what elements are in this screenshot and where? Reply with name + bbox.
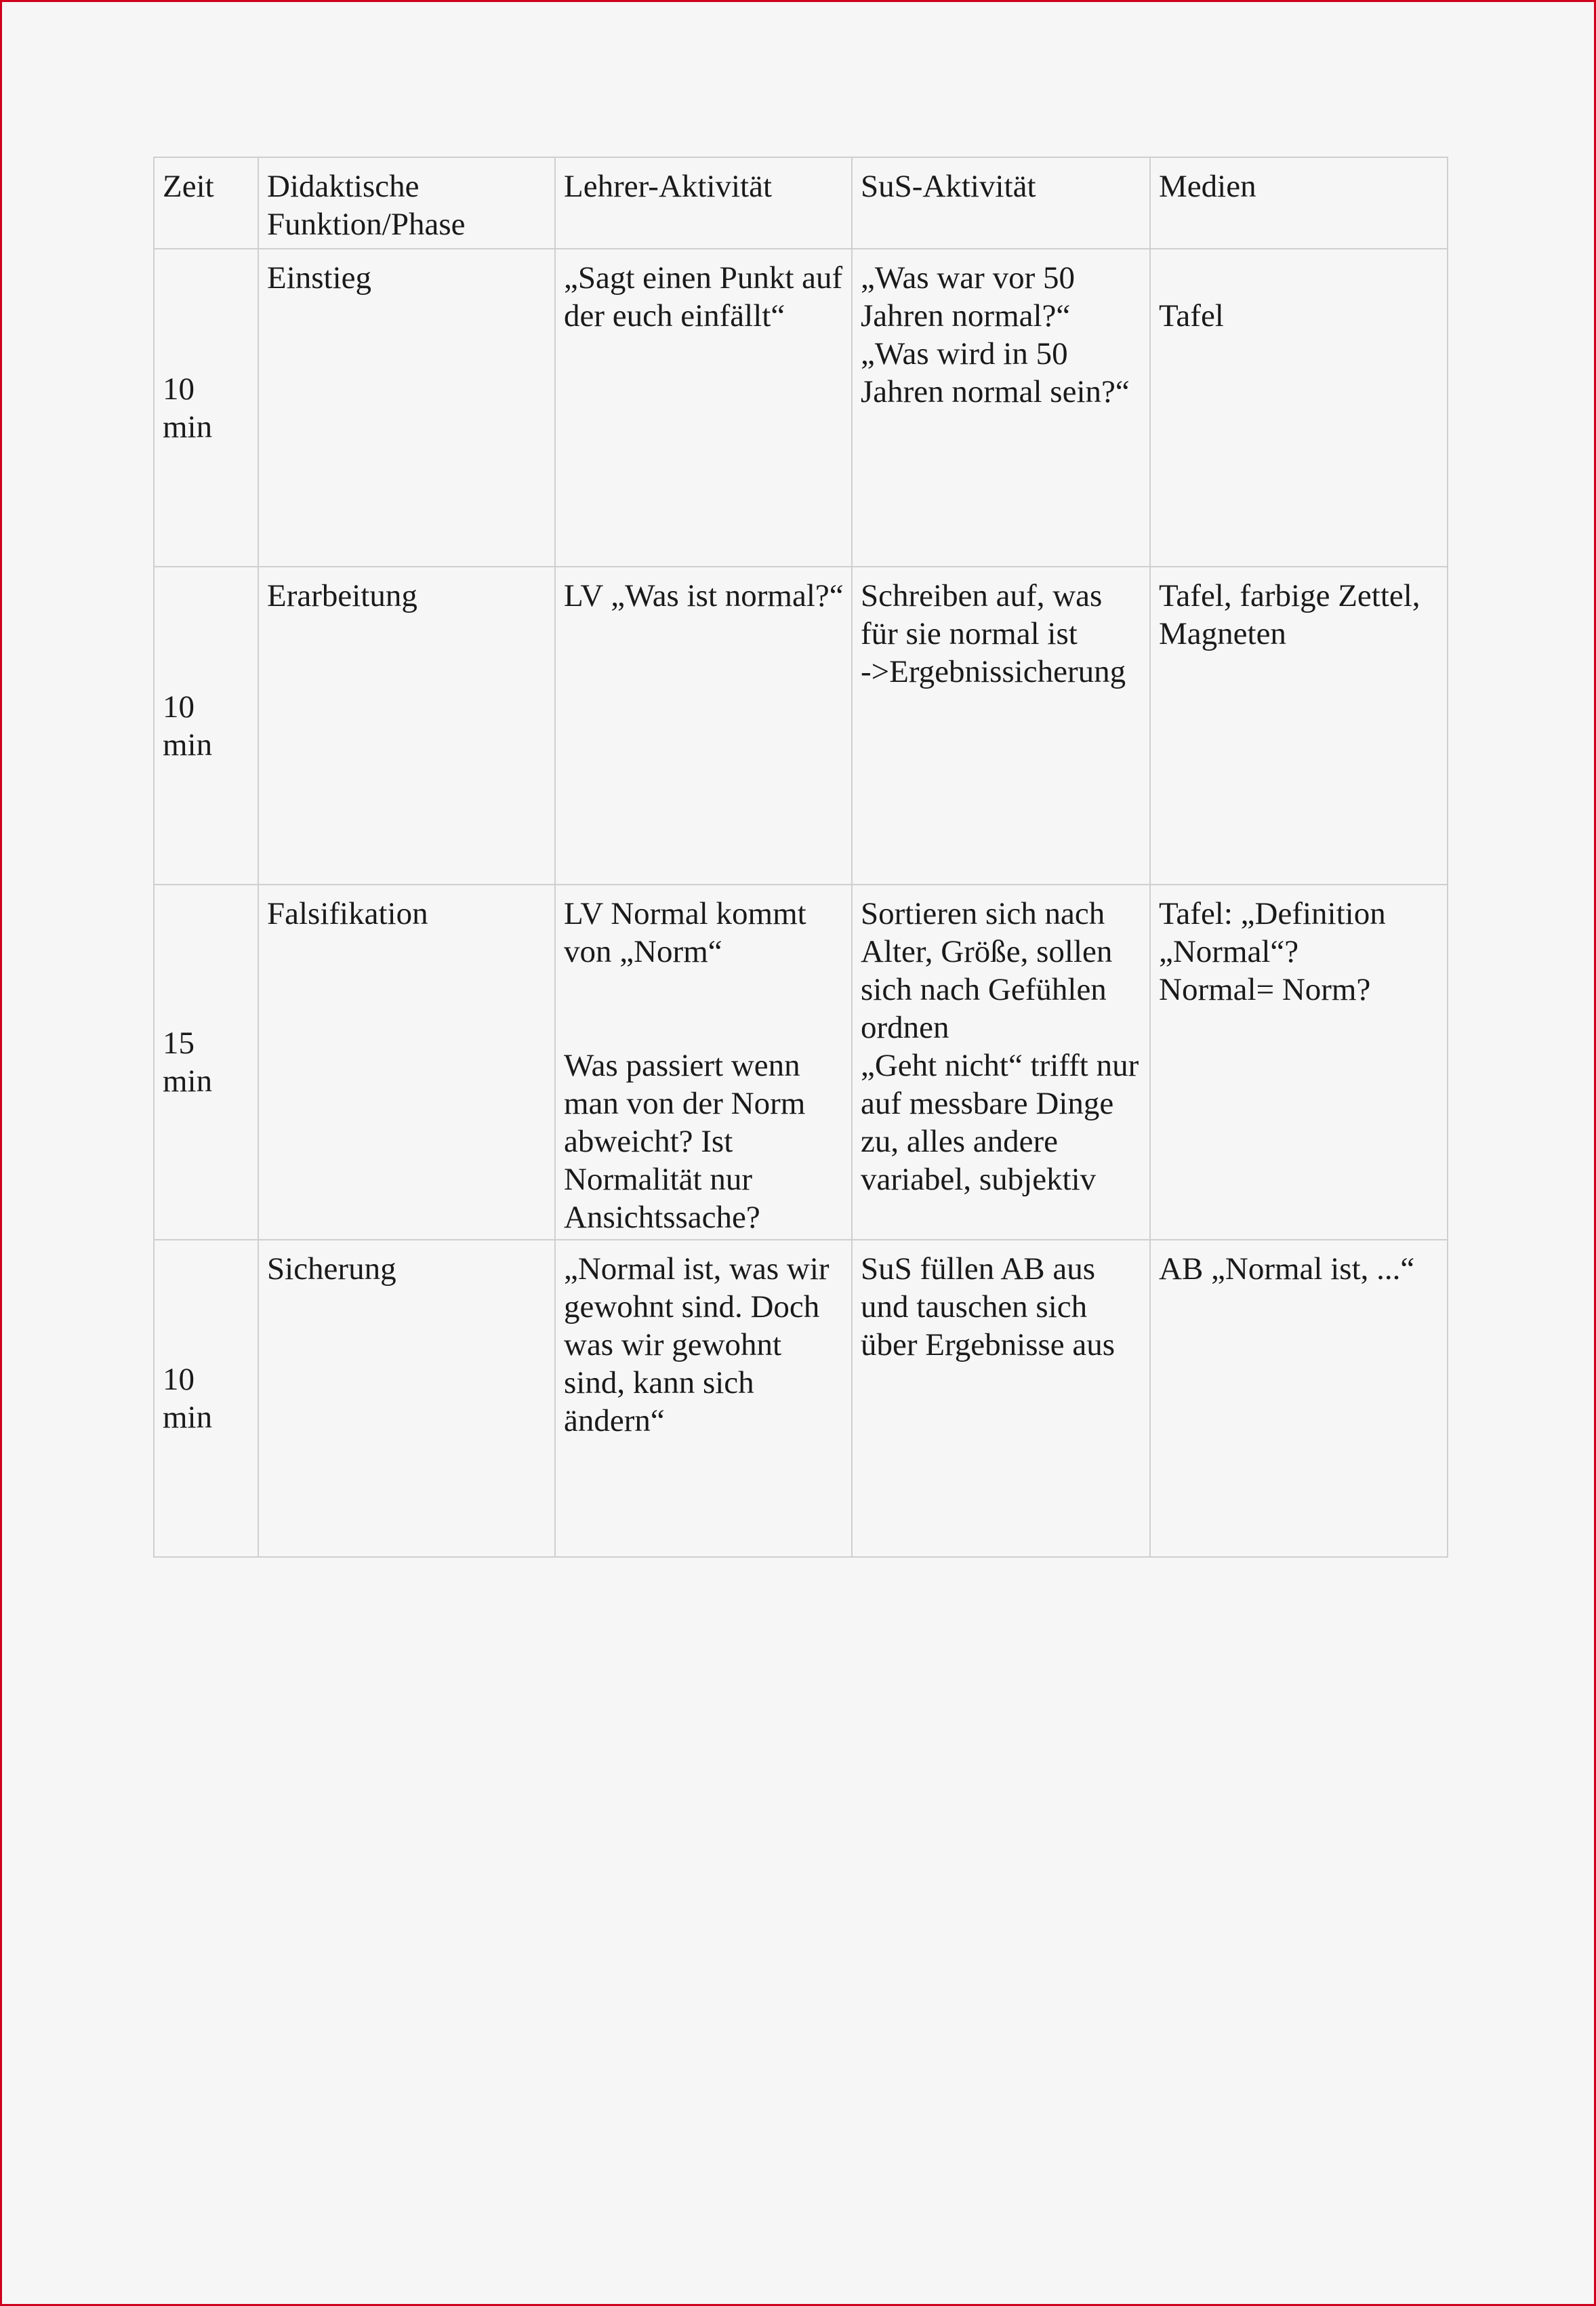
cell-phase: Falsifikation (258, 885, 555, 1240)
cell-students: Sortieren sich nach Alter, Größe, sollen sich nach Gefühlen ordnen „Geht nicht“ trifft nur auf messbare Dinge zu, alles andere variabel, subjektiv (852, 885, 1150, 1240)
table-row (154, 1240, 1448, 1557)
cell-students: Schreiben auf, was für sie normal ist ->Ergebnissicherung (852, 567, 1150, 885)
cell-phase: Sicherung (258, 1240, 555, 1557)
cell-time: 10 min (154, 567, 258, 885)
table-header-row (154, 157, 1448, 249)
cell-media: Tafel, farbige Zettel, Magneten (1150, 567, 1448, 885)
lesson-plan-table (153, 157, 1448, 1558)
cell-media: Tafel: „Definition „Normal“? Normal= Norm? (1150, 885, 1448, 1240)
cell-phase: Erarbeitung (258, 567, 555, 885)
cell-students: „Was war vor 50 Jahren normal?“ „Was wird in 50 Jahren normal sein?“ (852, 249, 1150, 567)
cell-media: Tafel (1150, 249, 1448, 567)
header-media: Medien (1150, 157, 1448, 249)
cell-teacher: „Sagt einen Punkt auf der euch einfällt“ (555, 249, 852, 567)
cell-teacher: LV „Was ist normal?“ (555, 567, 852, 885)
cell-time: 10 min (154, 1240, 258, 1557)
cell-time: 10 min (154, 249, 258, 567)
cell-media: AB „Normal ist, ...“ (1150, 1240, 1448, 1557)
cell-time: 15 min (154, 885, 258, 1240)
header-time: Zeit (154, 157, 258, 249)
table-row (154, 885, 1448, 1240)
header-teacher: Lehrer-Aktivität (555, 157, 852, 249)
cell-phase: Einstieg (258, 249, 555, 567)
cell-teacher: LV Normal kommt von „Norm“ Was passiert wenn man von der Norm abweicht? Ist Normalität nur Ansichtssache? (555, 885, 852, 1240)
table-row (154, 567, 1448, 885)
cell-teacher: „Normal ist, was wir gewohnt sind. Doch was wir gewohnt sind, kann sich ändern“ (555, 1240, 852, 1557)
cell-students: SuS füllen AB aus und tauschen sich über Ergebnisse aus (852, 1240, 1150, 1557)
header-phase: Didaktische Funktion/Phase (258, 157, 555, 249)
table-row (154, 249, 1448, 567)
header-students: SuS-Aktivität (852, 157, 1150, 249)
